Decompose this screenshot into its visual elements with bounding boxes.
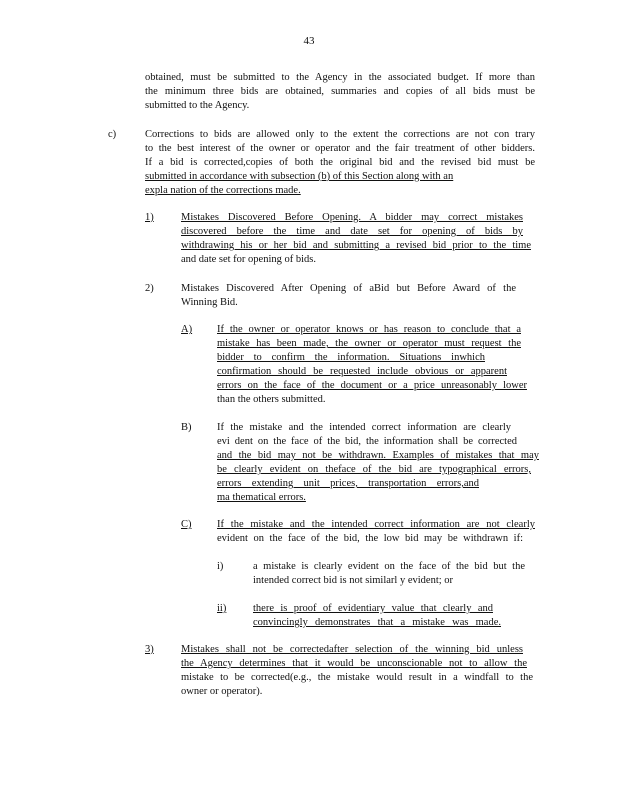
text-line: discovered before the time and date set for opening of bids by: [181, 226, 523, 237]
text-line: If a bid is corrected,copies of both the original bid and the revised bid must be: [145, 157, 535, 168]
item-a-label: A): [181, 324, 193, 335]
item-i-label: i): [217, 561, 224, 572]
text-line: be clearly evident on theface of the bid are typographical errors,: [217, 464, 531, 475]
text-line: than the others submitted.: [217, 394, 326, 405]
item-c-upper-paragraph: [217, 518, 537, 546]
text-line: bidder to confirm the information. Situations inwhich: [217, 352, 485, 363]
item-2-paragraph: [181, 282, 516, 310]
text-line: evi dent on the face of the bid, the information shall be corrected: [217, 436, 517, 447]
text-line: a mistake is clearly evident on the face of the bid but the: [253, 561, 525, 572]
text-line: errors extending unit prices, transportation errors,and: [217, 478, 479, 489]
text-line: If the mistake and the intended correct information are clearly: [217, 422, 511, 433]
text-line: submitted to the Agency.: [145, 100, 250, 111]
text-line: to the best interest of the owner or operator and the fair treatment of other bidders.: [145, 143, 535, 154]
text-line: confirmation should be requested include obvious or apparent: [217, 366, 507, 377]
text-line: expla nation of the corrections made.: [145, 185, 301, 196]
text-line: Winning Bid.: [181, 297, 238, 308]
item-3-paragraph: [181, 643, 533, 699]
item-b-label: B): [181, 422, 192, 433]
item-1-paragraph: [181, 211, 531, 267]
text-line: Mistakes Discovered Before Opening. A bidder may correct mistakes: [181, 212, 523, 223]
text-line: evident on the face of the bid, the low bid may be withdrawn if:: [217, 533, 523, 544]
text-line: If the owner or operator knows or has reason to conclude that a: [217, 324, 521, 335]
text-line: owner or operator).: [181, 686, 263, 697]
text-line: mistake to be corrected(e.g., the mistake would result in a windfall to the: [181, 672, 533, 683]
item-2-label: 2): [145, 283, 154, 294]
item-1-label: 1): [145, 212, 154, 223]
text-line: Mistakes Discovered After Opening of aBid but Before Award of the: [181, 283, 516, 294]
item-b-paragraph: [217, 421, 539, 505]
text-line: the Agency determines that it would be unconscionable not to allow the: [181, 658, 527, 669]
item-i-paragraph: [253, 560, 525, 588]
item-ii-paragraph: [253, 602, 503, 630]
text-line: obtained, must be submitted to the Agency in the associated budget. If more than: [145, 72, 535, 83]
item-ii-label: ii): [217, 603, 227, 614]
text-line: convincingly demonstrates that a mistake was made.: [253, 617, 501, 628]
text-line: submitted in accordance with subsection (b) of this Section along with an: [145, 171, 454, 182]
text-line: withdrawing his or her bid and submitting a revised bid prior to the time: [181, 240, 531, 251]
intro-paragraph: [145, 71, 535, 113]
text-line: and the bid may not be withdrawn. Examples of mistakes that may: [217, 450, 539, 461]
text-line: errors on the face of the document or a price unreasonably lower: [217, 380, 527, 391]
text-line: and date set for opening of bids.: [181, 254, 317, 265]
item-3-label: 3): [145, 644, 154, 655]
text-line: the minimum three bids are obtained, summaries and copies of all bids must be: [145, 86, 535, 97]
item-a-paragraph: [217, 323, 527, 407]
text-line: intended correct bid is not similarl y evident; or: [253, 575, 454, 586]
item-c-paragraph: [145, 128, 535, 198]
page-number: 43: [303, 35, 315, 47]
text-line: there is proof of evidentiary value that clearly and: [253, 603, 493, 614]
text-line: mistake has been made, the owner or operator must request the: [217, 338, 521, 349]
item-c-label: c): [108, 129, 117, 140]
text-line: Corrections to bids are allowed only to the extent the corrections are not con trary: [145, 129, 535, 140]
item-c-upper-label: C): [181, 519, 192, 530]
text-line: If the mistake and the intended correct information are not clearly: [217, 519, 535, 530]
text-line: Mistakes shall not be correctedafter selection of the winning bid unless: [181, 644, 523, 655]
text-line: ma thematical errors.: [217, 492, 306, 503]
